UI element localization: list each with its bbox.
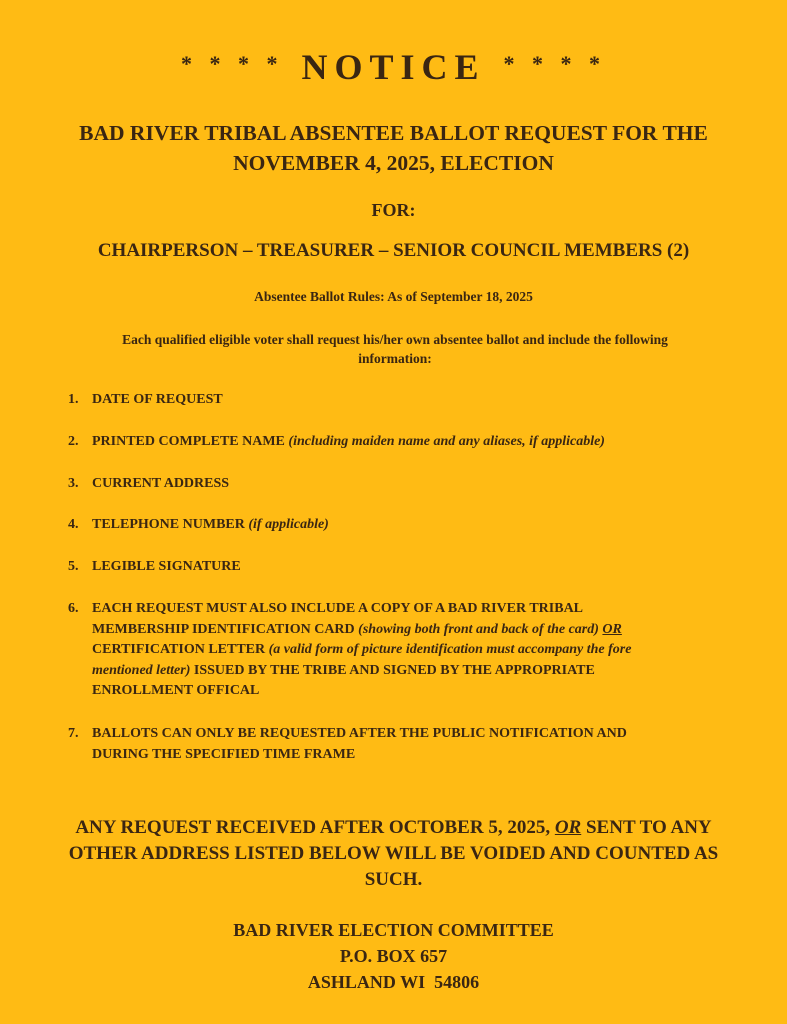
intro-paragraph <box>70 330 720 368</box>
list-item <box>68 724 708 765</box>
intro-line-1: Each qualified eligible voter shall request his/her own absentee ballot and include the following <box>122 332 668 347</box>
list-item <box>68 474 708 495</box>
address-line-1: BAD RIVER ELECTION COMMITTEE <box>233 920 554 940</box>
list-item <box>68 390 708 411</box>
item-text-wrap <box>92 432 708 453</box>
item-text-wrap <box>92 724 708 765</box>
notice-word: NOTICE <box>301 47 486 87</box>
list-item <box>68 515 708 536</box>
item-text: TELEPHONE NUMBER <box>92 517 245 532</box>
item-number: 6. <box>68 601 79 616</box>
item-line-4-text: ISSUED BY THE TRIBE AND SIGNED BY THE APPROPRIATE <box>193 662 595 678</box>
item-number: 3. <box>68 476 79 491</box>
warning-line-3: SUCH. <box>364 869 423 890</box>
item-text-wrap <box>92 515 708 536</box>
item-number: 5. <box>68 559 79 574</box>
item-text-wrap <box>92 599 708 702</box>
address-line-3: ASHLAND WI 54806 <box>307 972 480 992</box>
item-text: DATE OF REQUEST <box>92 392 223 407</box>
item-line-2 <box>92 620 708 641</box>
item-note: (if applicable) <box>248 517 329 532</box>
title-line-2: NOVEMBER 4, 2025, ELECTION <box>233 151 554 175</box>
item-line-5: ENROLLMENT OFFICAL <box>92 683 260 698</box>
item-note: mentioned letter) <box>92 662 191 678</box>
list-item <box>68 599 708 702</box>
item-line-1: EACH REQUEST MUST ALSO INCLUDE A COPY OF A BAD RIVER TRIBAL <box>92 601 584 616</box>
rules-date-line: Absentee Ballot Rules: As of September 18, 2025 <box>254 289 533 304</box>
item-line-3-text: CERTIFICATION LETTER <box>92 642 266 657</box>
item-note: (including maiden name and any aliases, if applicable) <box>288 434 605 449</box>
or-emphasis: OR <box>554 817 582 838</box>
warning-text-a: ANY REQUEST RECEIVED AFTER OCTOBER 5, 2025, <box>75 817 551 838</box>
item-text: PRINTED COMPLETE NAME <box>92 434 285 449</box>
item-number: 7. <box>68 726 79 741</box>
item-line-1: BALLOTS CAN ONLY BE REQUESTED AFTER THE PUBLIC NOTIFICATION AND <box>92 726 627 741</box>
item-line-2-text: MEMBERSHIP IDENTIFICATION CARD <box>92 621 355 637</box>
title-line-1: BAD RIVER TRIBAL ABSENTEE BALLOT REQUEST FOR THE <box>79 121 708 145</box>
deadline-warning <box>55 815 732 893</box>
address-line-2: P.O. BOX 657 <box>339 946 448 966</box>
list-item <box>68 432 708 453</box>
stars-right: * * * * <box>503 51 607 76</box>
warning-line-1 <box>55 815 732 841</box>
notice-heading <box>0 46 787 88</box>
list-item <box>68 557 708 578</box>
item-line-3 <box>92 640 708 661</box>
item-note: (showing both front and back of the card) <box>358 621 599 637</box>
warning-line-2: OTHER ADDRESS LISTED BELOW WILL BE VOIDED AND COUNTED AS <box>68 843 719 864</box>
item-line-2: DURING THE SPECIFIED TIME FRAME <box>92 746 356 762</box>
intro-line-2: information: <box>358 351 432 366</box>
warning-text-b: SENT TO ANY <box>585 817 712 838</box>
item-note: (a valid form of picture identification must accompany the fore <box>268 642 632 657</box>
item-text: LEGIBLE SIGNATURE <box>92 559 241 574</box>
stars-left: * * * * <box>180 51 284 76</box>
item-text: CURRENT ADDRESS <box>92 476 230 491</box>
item-line-4 <box>92 661 708 682</box>
item-number: 4. <box>68 517 79 532</box>
item-number: 2. <box>68 434 79 449</box>
item-number: 1. <box>68 392 79 407</box>
mailing-address <box>0 917 787 995</box>
document-title <box>0 118 787 178</box>
positions-line: CHAIRPERSON – TREASURER – SENIOR COUNCIL MEMBERS (2) <box>97 240 690 261</box>
or-emphasis: OR <box>602 621 622 637</box>
for-label: FOR: <box>371 200 416 220</box>
